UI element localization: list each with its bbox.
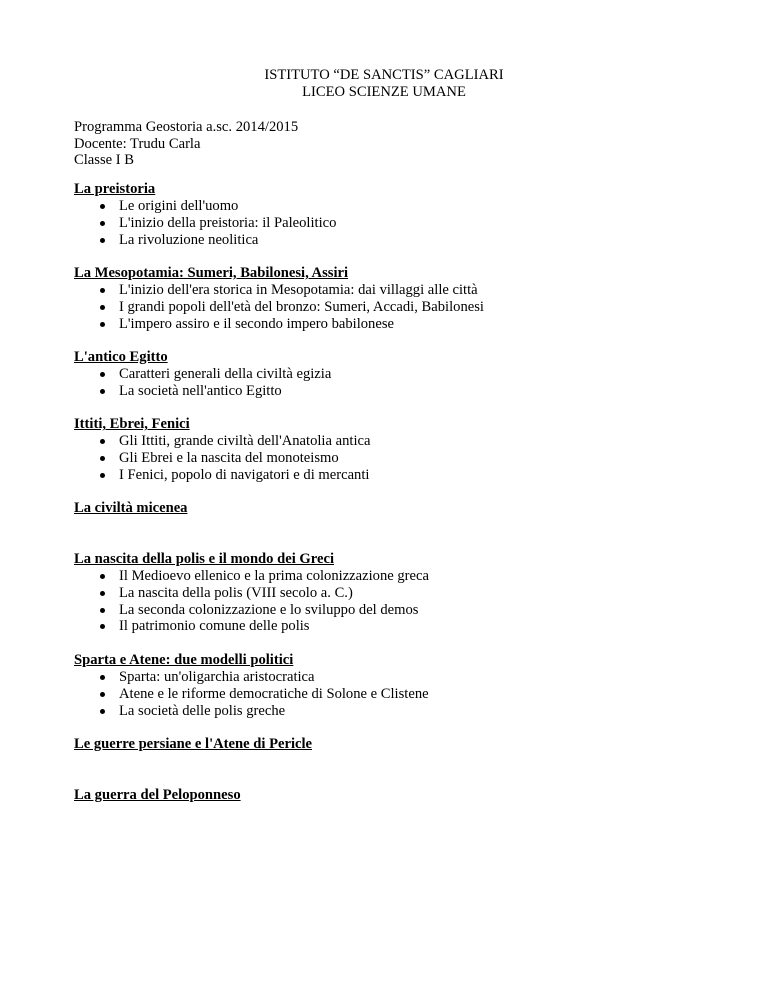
section-egitto: [74, 349, 331, 400]
bullet-icon: [100, 305, 105, 310]
bullet-icon: [100, 288, 105, 293]
topic-list: [74, 366, 331, 400]
bullet-icon: [100, 608, 105, 613]
bullet-icon: [100, 692, 105, 697]
list-item: [74, 568, 429, 585]
section-civilta-micenea: [74, 500, 187, 517]
bullet-icon: [100, 439, 105, 444]
topic-list: [74, 669, 429, 719]
class-name: Classe I B: [74, 152, 134, 168]
bullet-icon: [100, 591, 105, 596]
topic-text: La società delle polis greche: [119, 702, 286, 719]
bullet-icon: [100, 204, 105, 209]
bullet-icon: [100, 221, 105, 226]
topic-text: Il Medioevo ellenico e la prima colonizzazione greca: [119, 568, 429, 584]
bullet-icon: [100, 456, 105, 461]
topic-text: L'inizio dell'era storica in Mesopotamia: dai villaggi alle città: [119, 282, 478, 298]
list-item: [74, 316, 484, 333]
document-header: [0, 67, 768, 101]
list-item: [74, 282, 484, 299]
topic-text: La nascita della polis (VIII secolo a. C.): [119, 584, 353, 601]
topic-list: [74, 198, 336, 248]
list-item: [74, 232, 336, 249]
section-polis-greci: [74, 551, 429, 635]
topic-text: La società nell'antico Egitto: [119, 382, 282, 399]
section-title: L'antico Egitto: [74, 349, 168, 365]
school-name: ISTITUTO “DE SANCTIS” CAGLIARI: [264, 67, 504, 83]
section-preistoria: [74, 181, 336, 248]
course-info: [74, 119, 298, 169]
section-title: La preistoria: [74, 181, 156, 197]
bullet-icon: [100, 322, 105, 327]
bullet-icon: [100, 709, 105, 714]
section-mesopotamia: [74, 265, 484, 332]
section-guerre-persiane: [74, 736, 312, 753]
list-item: [74, 467, 370, 484]
topic-text: Caratteri generali della civiltà egizia: [119, 366, 332, 382]
topic-text: I grandi popoli dell'età del bronzo: Sumeri, Accadi, Babilonesi: [119, 298, 484, 315]
bullet-icon: [100, 574, 105, 579]
topic-text: L'impero assiro e il secondo impero babilonese: [119, 315, 394, 332]
list-item: [74, 433, 370, 450]
list-item: [74, 686, 429, 703]
list-item: [74, 366, 331, 383]
teacher-name: Docente: Trudu Carla: [74, 135, 201, 152]
section-title: La Mesopotamia: Sumeri, Babilonesi, Assiri: [74, 265, 349, 281]
topic-text: Gli Ittiti, grande civiltà dell'Anatolia antica: [119, 433, 371, 449]
list-item: [74, 299, 484, 316]
school-type: LICEO SCIENZE UMANE: [302, 84, 466, 100]
topic-list: [74, 433, 370, 483]
topic-text: L'inizio della preistoria: il Paleolitico: [119, 214, 337, 231]
list-item: [74, 450, 370, 467]
section-title: La nascita della polis e il mondo dei Greci: [74, 551, 334, 567]
topic-text: La seconda colonizzazione e lo sviluppo del demos: [119, 601, 419, 618]
list-item: [74, 703, 429, 720]
list-item: [74, 602, 429, 619]
section-title: La guerra del Peloponneso: [74, 787, 241, 803]
list-item: [74, 383, 331, 400]
topic-list: [74, 568, 429, 635]
topic-text: La rivoluzione neolitica: [119, 231, 259, 248]
section-title: Le guerre persiane e l'Atene di Pericle: [74, 736, 313, 752]
section-title: Sparta e Atene: due modelli politici: [74, 652, 294, 668]
topic-list: [74, 282, 484, 332]
list-item: [74, 669, 429, 686]
program-title: Programma Geostoria a.sc. 2014/2015: [74, 119, 299, 135]
topic-text: Gli Ebrei e la nascita del monoteismo: [119, 449, 339, 466]
bullet-icon: [100, 389, 105, 394]
topic-text: Sparta: un'oligarchia aristocratica: [119, 669, 315, 685]
topic-text: Il patrimonio comune delle polis: [119, 618, 310, 635]
section-title: La civiltà micenea: [74, 500, 188, 516]
bullet-icon: [100, 624, 105, 629]
bullet-icon: [100, 238, 105, 243]
list-item: [74, 215, 336, 232]
topic-text: Le origini dell'uomo: [119, 198, 239, 214]
topic-text: Atene e le riforme democratiche di Solone e Clistene: [119, 685, 429, 702]
list-item: [74, 585, 429, 602]
bullet-icon: [100, 372, 105, 377]
list-item: [74, 618, 429, 635]
section-ittiti-ebrei-fenici: [74, 416, 370, 483]
section-title: Ittiti, Ebrei, Fenici: [74, 416, 190, 432]
section-guerra-peloponneso: [74, 787, 241, 804]
bullet-icon: [100, 675, 105, 680]
section-sparta-atene: [74, 652, 429, 719]
list-item: [74, 198, 336, 215]
bullet-icon: [100, 473, 105, 478]
topic-text: I Fenici, popolo di navigatori e di mercanti: [119, 466, 370, 483]
